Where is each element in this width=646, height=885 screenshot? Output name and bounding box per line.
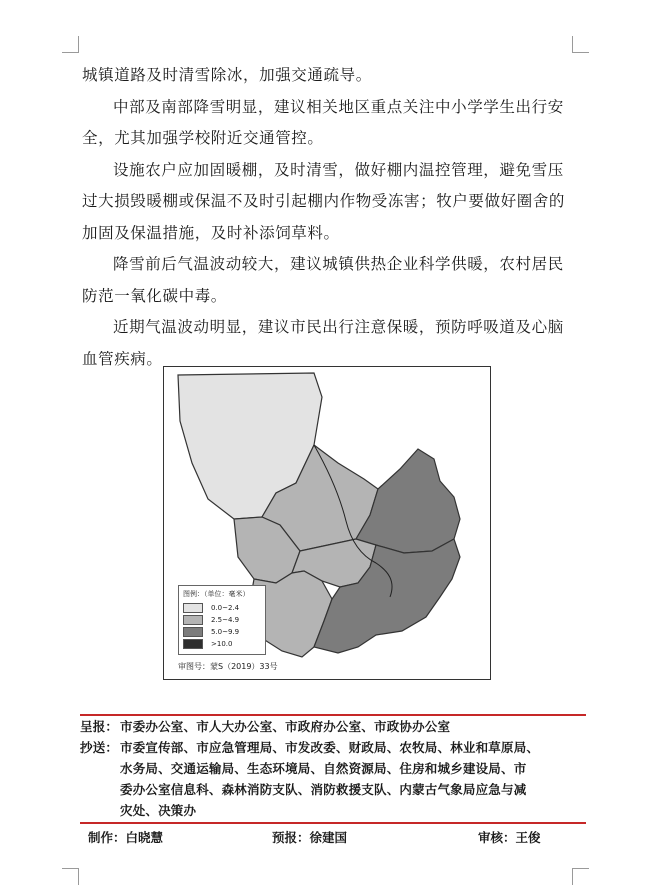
body-text bbox=[82, 60, 568, 375]
divider-middle bbox=[80, 822, 586, 824]
cc-line bbox=[80, 737, 586, 758]
paragraph: 城镇道路及时清雪除冰，加强交通疏导。 bbox=[82, 66, 372, 84]
legend-row bbox=[183, 639, 232, 649]
cc-label: 抄送： bbox=[80, 740, 119, 755]
snowfall-map bbox=[163, 366, 491, 680]
crop-mark-bottom-left bbox=[62, 868, 79, 885]
crop-mark-bottom-right bbox=[572, 868, 589, 885]
crop-mark-top-right bbox=[572, 36, 589, 53]
map-approval-number: 审图号：蒙S（2019）33号 bbox=[178, 662, 278, 671]
legend-swatch bbox=[183, 603, 203, 613]
report-label: 呈报： bbox=[80, 719, 119, 734]
cc-line: 水务局、交通运输局、生态环境局、自然资源局、住房和城乡建设局、市 bbox=[120, 761, 527, 776]
legend-row bbox=[183, 627, 239, 637]
forecaster-credit: 预报：徐建国 bbox=[272, 830, 348, 845]
cc-line: 灾处、决策办 bbox=[120, 803, 197, 818]
paragraph: 降雪前后气温波动较大，建议城镇供热企业科学供暖，农村居民防范一氧化碳中毒。 bbox=[82, 255, 564, 305]
paragraph: 近期气温波动明显，建议市民出行注意保暖，预防呼吸道及心脑血管疾病。 bbox=[82, 318, 564, 368]
distribution-block bbox=[80, 716, 586, 821]
map-legend bbox=[178, 585, 266, 655]
legend-row bbox=[183, 603, 239, 613]
legend-label: 0.0~2.4 bbox=[211, 604, 240, 612]
reviewer-credit: 审核：王俊 bbox=[478, 830, 541, 845]
legend-row bbox=[183, 615, 239, 625]
legend-label: 5.0~9.9 bbox=[211, 628, 240, 636]
legend-label: 2.5~4.9 bbox=[211, 616, 240, 624]
legend-swatch bbox=[183, 639, 203, 649]
paragraph: 中部及南部降雪明显，建议相关地区重点关注中小学学生出行安全，尤其加强学校附近交通管控。 bbox=[82, 97, 564, 147]
maker-credit: 制作：白晓慧 bbox=[88, 830, 164, 845]
report-line bbox=[80, 716, 586, 737]
legend-swatch bbox=[183, 615, 203, 625]
crop-mark-top-left bbox=[62, 36, 79, 53]
report-recipients: 市委办公室、市人大办公室、市政府办公室、市政协办公室 bbox=[120, 719, 451, 734]
legend-title: 图例：（单位：毫米） bbox=[183, 590, 250, 598]
cc-recipients: 市委宣传部、市应急管理局、市发改委、财政局、农牧局、林业和草原局、 bbox=[120, 740, 540, 755]
legend-swatch bbox=[183, 627, 203, 637]
paragraph: 设施农户应加固暖棚，及时清雪，做好棚内温控管理，避免雪压过大损毁暖棚或保温不及时引起棚内作物受冻害；牧户要做好圈舍的加固及保温措施，及时补添饲草料。 bbox=[82, 160, 566, 242]
cc-line: 委办公室信息科、森林消防支队、消防救援支队、内蒙古气象局应急与减 bbox=[120, 782, 527, 797]
legend-label: >10.0 bbox=[211, 640, 233, 648]
